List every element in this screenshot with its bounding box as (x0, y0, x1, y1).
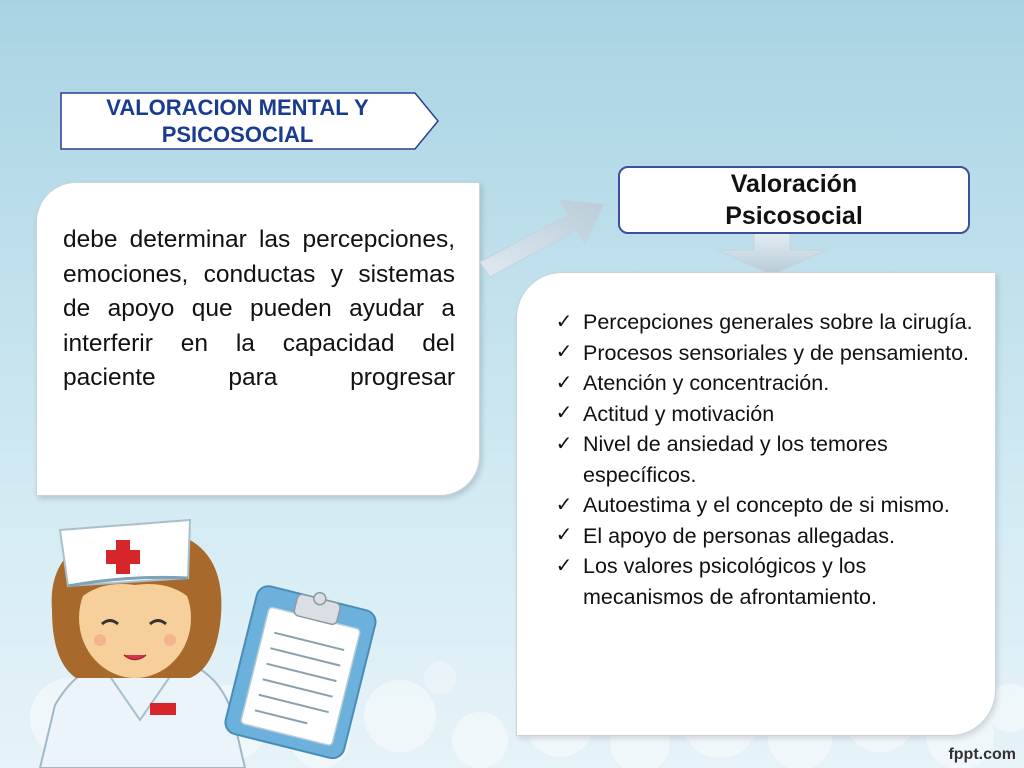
footer-brand: fppt.com (948, 746, 1016, 763)
list-item-text: Percepciones generales sobre la cirugía. (583, 310, 973, 334)
description-text: debe determinar las percepciones, emociones, conductas y sistemas de apoyo que pueden ayudar a interferir en la capacidad del paciente para progresar (63, 226, 455, 391)
list-item-text: El apoyo de personas allegadas. (583, 523, 895, 548)
nurse-icon (40, 520, 245, 768)
check-icon: ✓ (555, 402, 573, 425)
check-icon: ✓ (555, 310, 573, 333)
page-title-line2: PSICOSOCIAL (161, 122, 314, 147)
list-item-text: Procesos sensoriales y de pensamiento. (583, 340, 970, 365)
check-icon: ✓ (555, 341, 573, 364)
section-heading-line2: Psicosocial (725, 202, 863, 230)
list-item-text: Actitud y motivación (583, 401, 775, 426)
check-icon: ✓ (555, 554, 573, 577)
page-title-line1: VALORACION MENTAL Y (106, 95, 369, 120)
check-icon: ✓ (555, 524, 573, 547)
check-icon: ✓ (555, 432, 573, 455)
list-item-text: Los valores psicológicos y los mecanismos de afrontamiento. (583, 554, 877, 609)
section-heading-line1: Valoración (730, 170, 858, 198)
check-icon: ✓ (555, 371, 573, 394)
list-item-text: Autoestima y el concepto de si mismo. (583, 493, 950, 517)
list-item-text: Atención y concentración. (583, 371, 830, 395)
clipboard-icon (223, 578, 380, 761)
check-icon: ✓ (555, 493, 573, 516)
list-item-text: Nivel de ansiedad y los temores específicos. (583, 432, 888, 487)
